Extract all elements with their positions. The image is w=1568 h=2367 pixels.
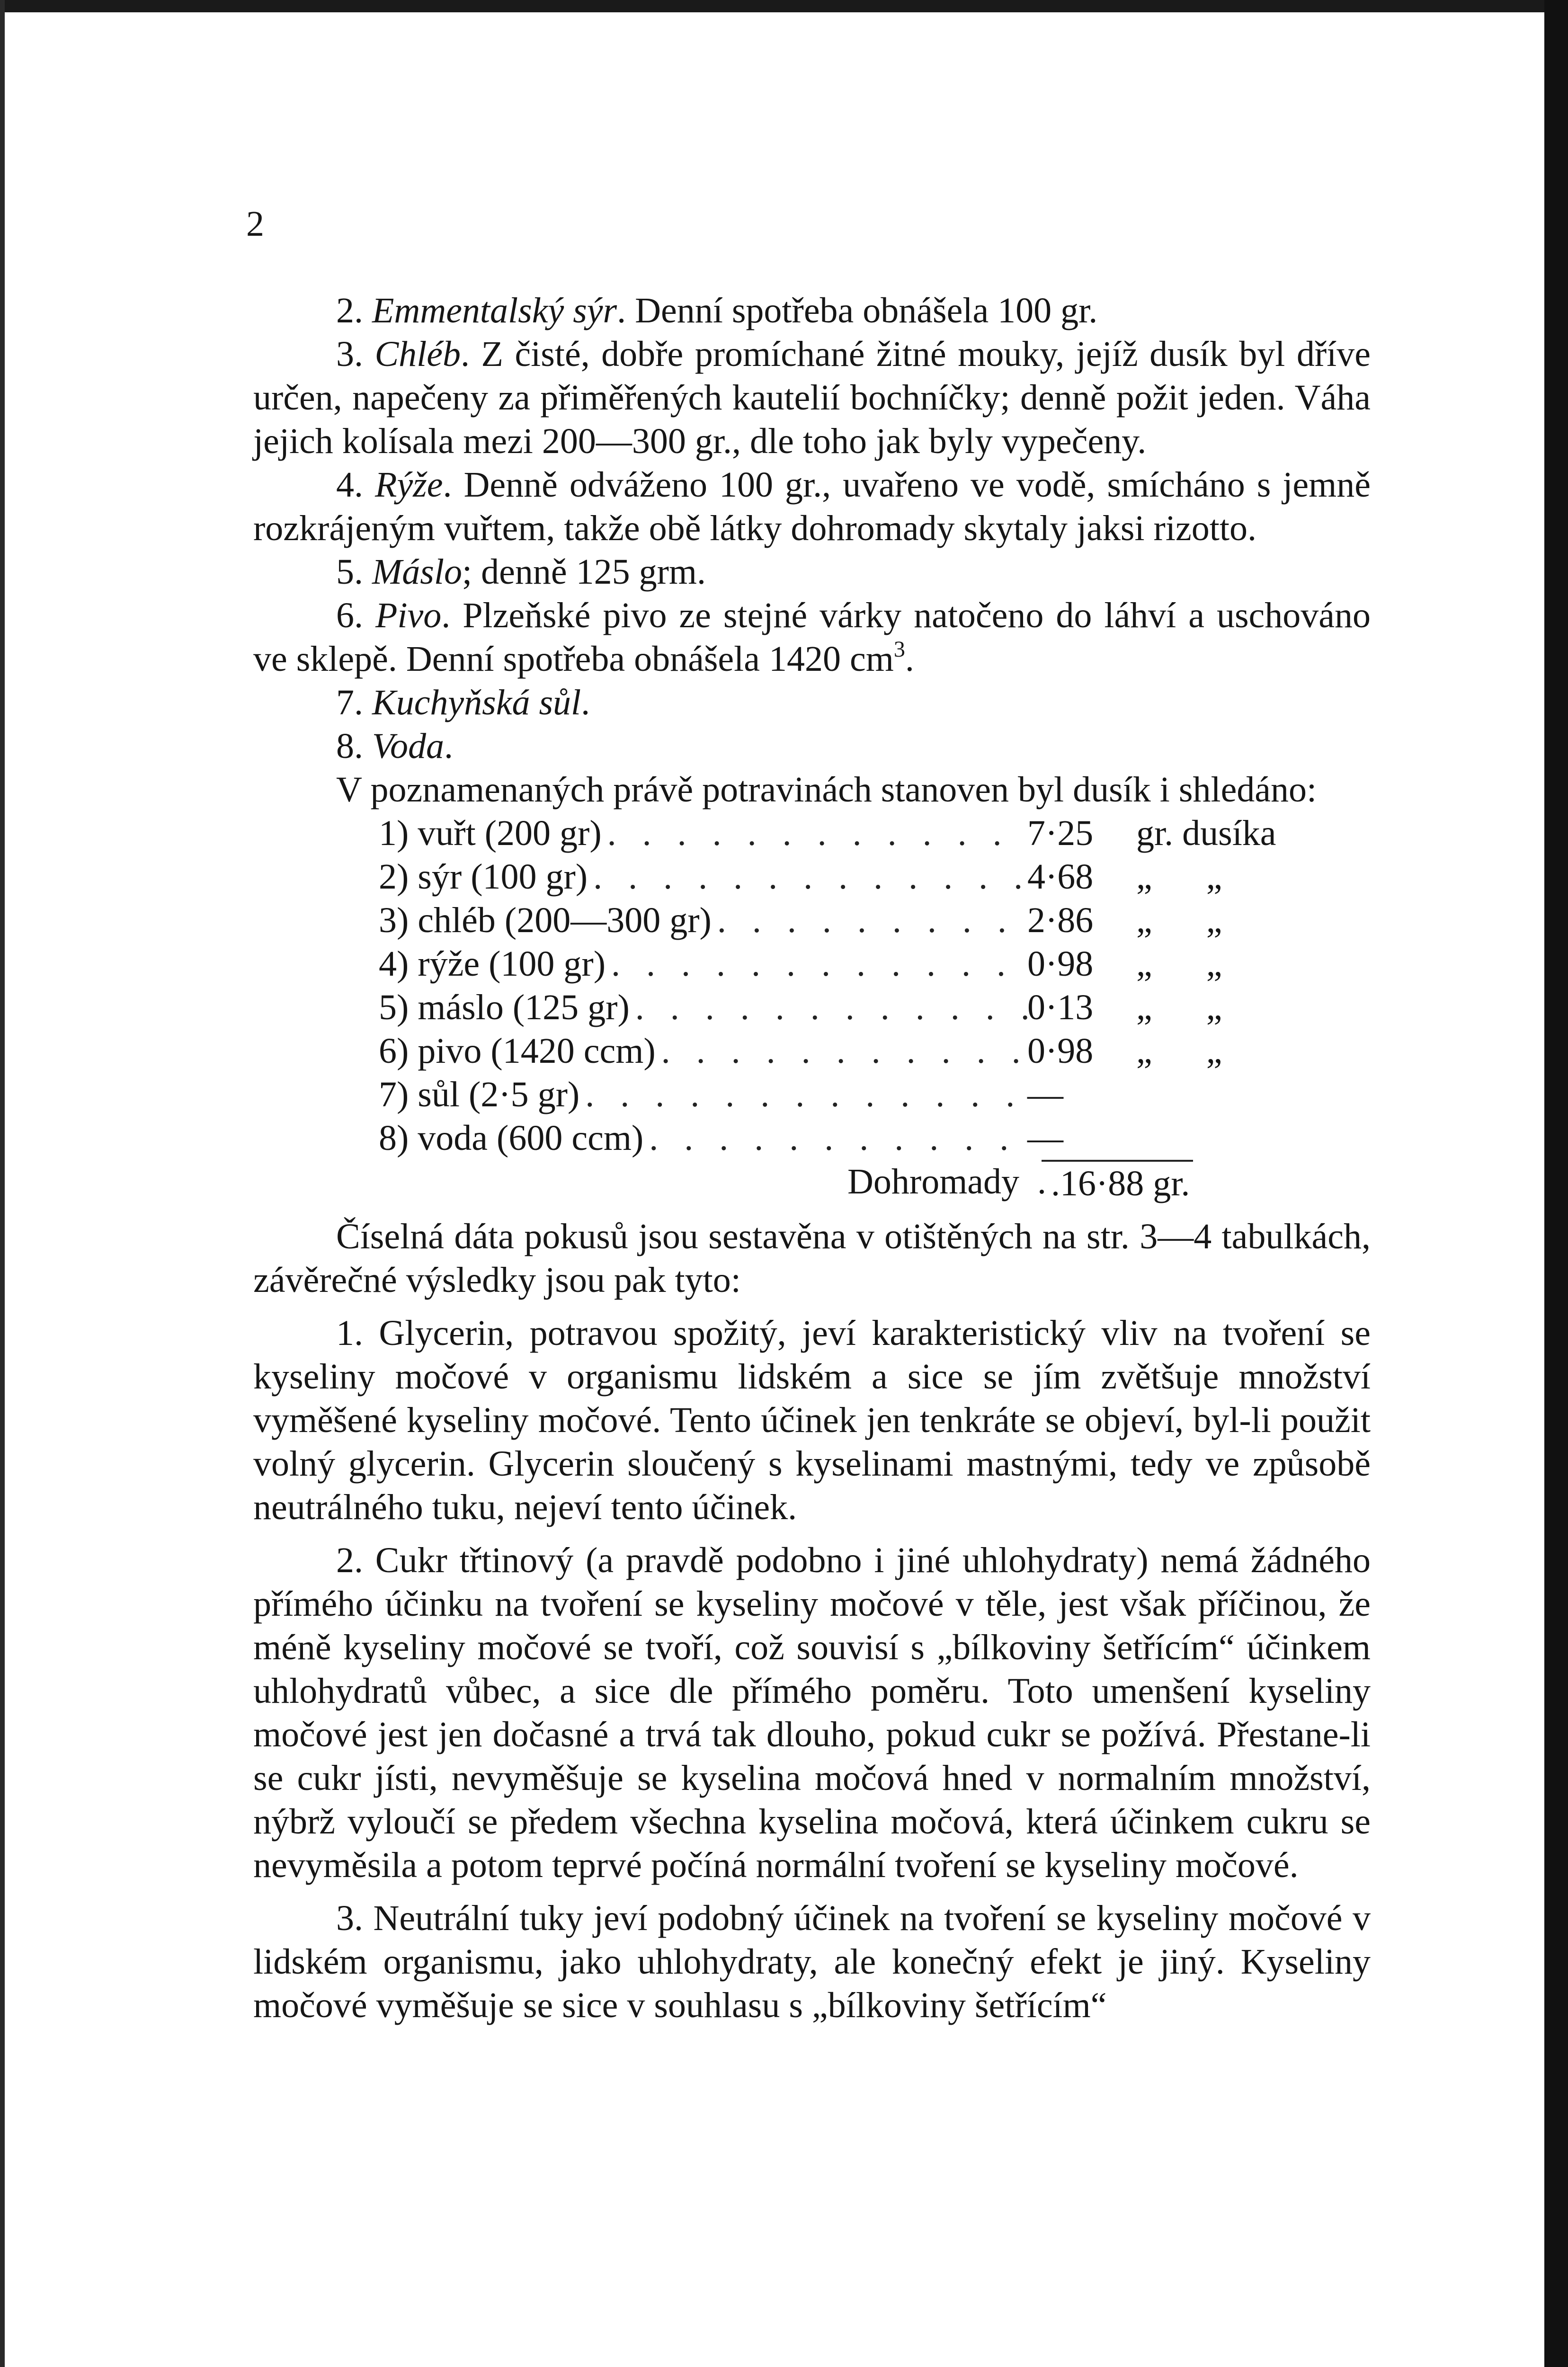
item-8	[253, 724, 1371, 768]
paragraph-glycerin: 1. Glycerin, potravou spožitý, jeví karakteristický vliv na tvoření se kyseliny močové v organismu lidském a sice se jím zvětšuje množství vyměšené kyseliny močové. Tento účinek jen tenkráte se objeví, byl-li použit volný glycerin. Glycerin sloučený s kyselinami mastnými, tedy ve způsobě neutrálného tuku, nejeví tento účinek.	[253, 1313, 1371, 1527]
row-value: 0·13	[1027, 988, 1094, 1027]
row-value: 0·98	[1027, 944, 1094, 984]
table-intro: V poznamenaných právě potravinách stanoven byl dusík i shledáno:	[336, 770, 1317, 810]
scan-edge-top	[0, 0, 1568, 12]
total-value: .16·88 gr.	[1042, 1160, 1193, 1205]
item-number: 5.	[336, 552, 363, 592]
item-text: . Z čisté, dobře promíchané žitné mouky, jejíž dusík byl dříve určen, napečeny za přiměřených kautelií bochníčky; denně požit jeden. Váha jejich kolísala mezi 200—300 gr., dle toho jak byly vypečeny.	[253, 334, 1371, 461]
row-unit: „ „	[1136, 1031, 1222, 1071]
table-row	[379, 855, 1278, 899]
table-row	[379, 811, 1278, 855]
row-value: 4·68	[1027, 857, 1094, 897]
row-value: —	[1027, 1118, 1063, 1158]
row-label: 5) máslo (125 gr)	[379, 988, 630, 1027]
leader-dots	[606, 942, 1027, 986]
leader-dots	[602, 811, 1027, 855]
spacer	[253, 1302, 1371, 1311]
superscript: 3	[893, 637, 905, 662]
item-title: Voda	[372, 726, 444, 766]
row-unit: „ „	[1136, 857, 1222, 897]
scan-edge-right	[1544, 0, 1568, 2367]
item-title: Emmentalský sýr	[372, 291, 617, 330]
item-5	[253, 550, 1371, 594]
row-label: 8) voda (600 ccm)	[379, 1118, 644, 1158]
paragraph-sugar: 2. Cukr třtinový (a pravdě podobno i jiné uhlohydraty) nemá žádného přímého účinku na tvoření se kyseliny močové v těle, jest však příčinou, že méně kyseliny močové se tvoří, což souvisí s „bílkoviny šetřícím“ účinkem uhlohydratů vůbec, a sice dle přímého poměru. Toto umenšení kyseliny močové jest jen dočasné a trvá tak dlouho, pokud cukr se požívá. Přestane-li se cukr jísti, nevyměšuje se kyselina močová hned v normalním množství, nýbrž vyloučí se předem všechna kyselina močová, která účinkem cukru se nevyměsila a potom teprvé počíná normální tvoření se kyseliny močové.	[253, 1540, 1371, 1885]
scan-edge-left	[0, 0, 5, 2367]
item-number: 6.	[336, 596, 363, 635]
spacer	[253, 1529, 1371, 1539]
leader-dots	[630, 986, 1027, 1029]
paragraph-summary: Číselná dáta pokusů jsou sestavěna v otištěných na str. 3—4 tabulkách, závěrečné výsledky jsou pak tyto:	[253, 1217, 1371, 1300]
table-row	[379, 1116, 1278, 1160]
leader-dots	[656, 1029, 1027, 1073]
item-tail: .	[905, 639, 914, 679]
item-text: .	[581, 683, 590, 722]
item-number: 7.	[336, 683, 363, 722]
leader-dots	[579, 1073, 1027, 1116]
row-label: 6) pivo (1420 ccm)	[379, 1031, 656, 1071]
row-label: 7) sůl (2·5 gr)	[379, 1075, 580, 1114]
item-number: 3.	[336, 334, 363, 374]
row-unit: „ „	[1136, 988, 1222, 1027]
row-value: 2·86	[1027, 900, 1094, 940]
table-row	[379, 1073, 1278, 1116]
item-number: 8.	[336, 726, 363, 766]
item-text: . Denní spotřeba obnášela 100 gr.	[617, 291, 1098, 330]
nitrogen-table	[379, 811, 1278, 1205]
row-label: 4) rýže (100 gr)	[379, 944, 606, 984]
page-number: 2	[246, 204, 264, 244]
table-total	[847, 1160, 1278, 1205]
item-text: ; denně 125 grm.	[462, 552, 706, 592]
spacer	[253, 1887, 1371, 1896]
item-title: Rýže	[375, 465, 443, 505]
leader-dots	[643, 1116, 1027, 1160]
item-title: Pivo	[375, 596, 442, 635]
total-label: Dohromady .	[847, 1162, 1047, 1201]
row-value: 0·98	[1027, 1031, 1094, 1071]
leader-dots	[588, 855, 1027, 899]
paragraph-fats: 3. Neutrální tuky jeví podobný účinek na tvoření se kyseliny močové v lidském organismu, jako uhlohydraty, ale konečný efekt je jiný. Kyseliny močové vyměšuje se sice v souhlasu s „bílkoviny šetřícím“	[253, 1898, 1371, 2025]
item-number: 2.	[336, 291, 363, 330]
item-2	[253, 289, 1371, 332]
row-unit: „ „	[1136, 900, 1222, 940]
row-unit: gr. dusíka	[1136, 813, 1276, 853]
item-text: .	[444, 726, 453, 766]
table-row	[379, 899, 1278, 942]
row-label: 1) vuřt (200 gr)	[379, 813, 602, 853]
row-label: 3) chléb (200—300 gr)	[379, 900, 712, 940]
row-label: 2) sýr (100 gr)	[379, 857, 588, 897]
row-value: 7·25	[1027, 813, 1094, 853]
item-4	[253, 463, 1371, 550]
item-7	[253, 681, 1371, 724]
spacer	[253, 1205, 1371, 1215]
item-title: Kuchyňská sůl	[372, 683, 581, 722]
table-row	[379, 986, 1278, 1029]
row-unit: „ „	[1136, 944, 1222, 984]
item-text: . Plzeňské pivo ze stejné várky natočeno do láhví a uschováno ve sklepě. Denní spotřeba obnášela 1420 cm	[253, 596, 1371, 679]
item-6	[253, 594, 1371, 681]
item-number: 4.	[336, 465, 363, 505]
item-3	[253, 332, 1371, 463]
row-value: —	[1027, 1075, 1063, 1114]
table-row	[379, 1029, 1278, 1073]
leader-dots	[712, 899, 1027, 942]
table-row	[379, 942, 1278, 986]
page-body	[253, 289, 1371, 2027]
item-title: Máslo	[372, 552, 462, 592]
item-title: Chléb	[374, 334, 461, 374]
item-text: . Denně odváženo 100 gr., uvařeno ve vodě, smícháno s jemně rozkrájeným vuřtem, takže obě látky dohromady skytaly jaksi rizotto.	[253, 465, 1371, 548]
